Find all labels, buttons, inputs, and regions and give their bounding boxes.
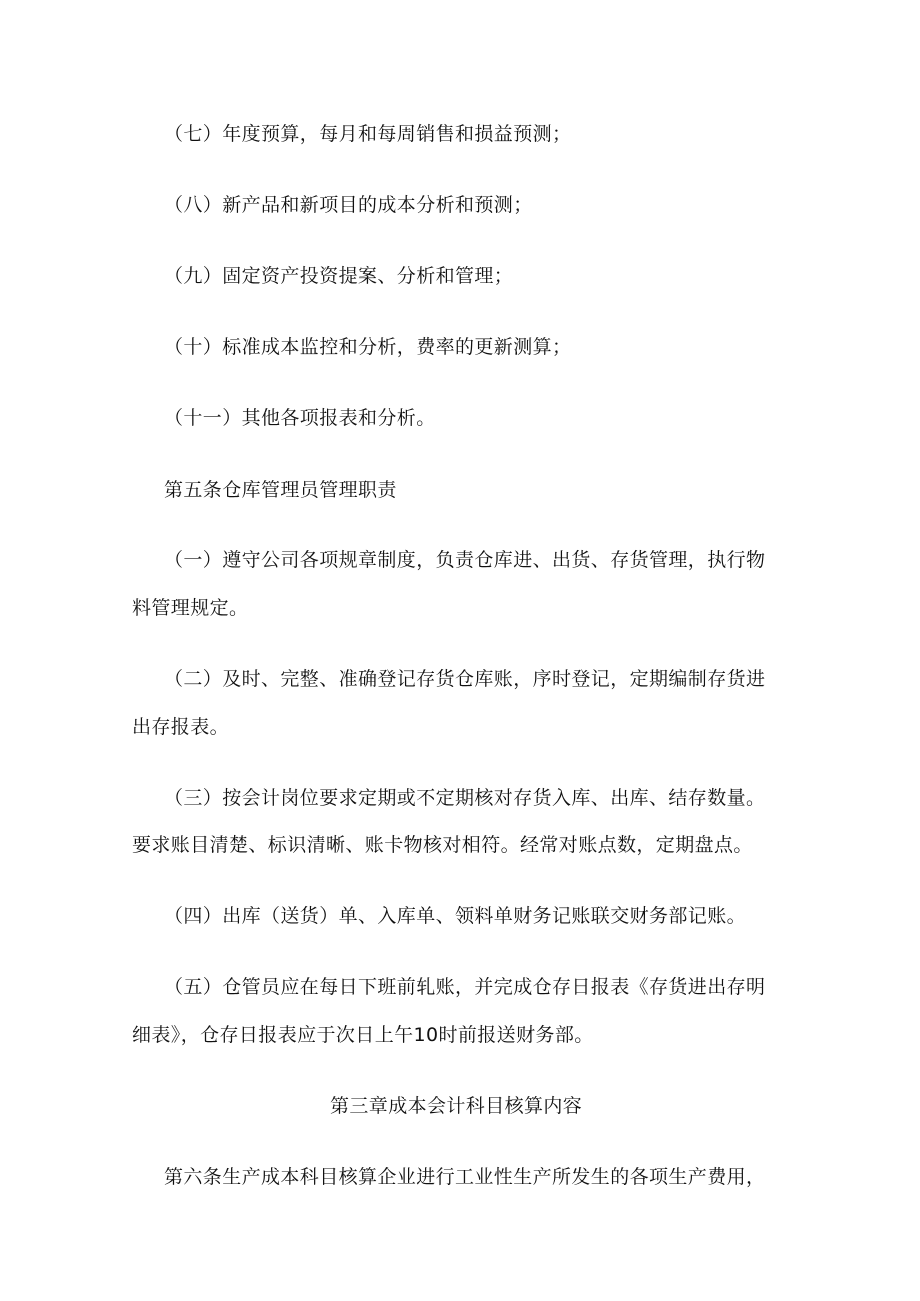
item-9: （九）固定资产投资提案、分析和管理； <box>164 265 514 287</box>
article-5-item-2-line-1: （二）及时、完整、准确登记存货仓库账，序时登记，定期编制存货进 <box>164 668 766 690</box>
article-5-item-3-line-2: 要求账目清楚、标识清晰、账卡物核对相符。经常对账点数，定期盘点。 <box>132 834 753 856</box>
item-11: （十一）其他各项报表和分析。 <box>164 407 436 429</box>
article-5-title: 第五条仓库管理员管理职责 <box>164 479 397 501</box>
article-5-item-5-line-2: 细表》，仓存日报表应于次日上午10时前报送财务部。 <box>132 1024 594 1046</box>
article-6-line-1: 第六条生产成本科目核算企业进行工业性生产所发生的各项生产费用， <box>164 1166 766 1188</box>
item-8: （八）新产品和新项目的成本分析和预测； <box>164 194 533 216</box>
article-5-item-1-line-1: （一）遵守公司各项规章制度，负责仓库进、出货、存货管理，执行物 <box>164 549 766 571</box>
article-5-item-5-line-1: （五）仓管员应在每日下班前轧账，并完成仓存日报表《存货进出存明 <box>164 976 766 998</box>
article-5-item-1-line-2: 料管理规定。 <box>132 597 249 619</box>
article-5-item-3-line-1: （三）按会计岗位要求定期或不定期核对存货入库、出库、结存数量。 <box>164 787 766 809</box>
chapter-3-heading: 第三章成本会计科目核算内容 <box>330 1095 583 1117</box>
item-7: （七）年度预算，每月和每周销售和损益预测； <box>164 123 572 145</box>
item-10: （十）标准成本监控和分析，费率的更新测算； <box>164 336 572 358</box>
article-5-item-2-line-2: 出存报表。 <box>132 716 230 738</box>
article-5-item-4: （四）出库（送货）单、入库单、领料单财务记账联交财务部记账。 <box>164 905 747 927</box>
